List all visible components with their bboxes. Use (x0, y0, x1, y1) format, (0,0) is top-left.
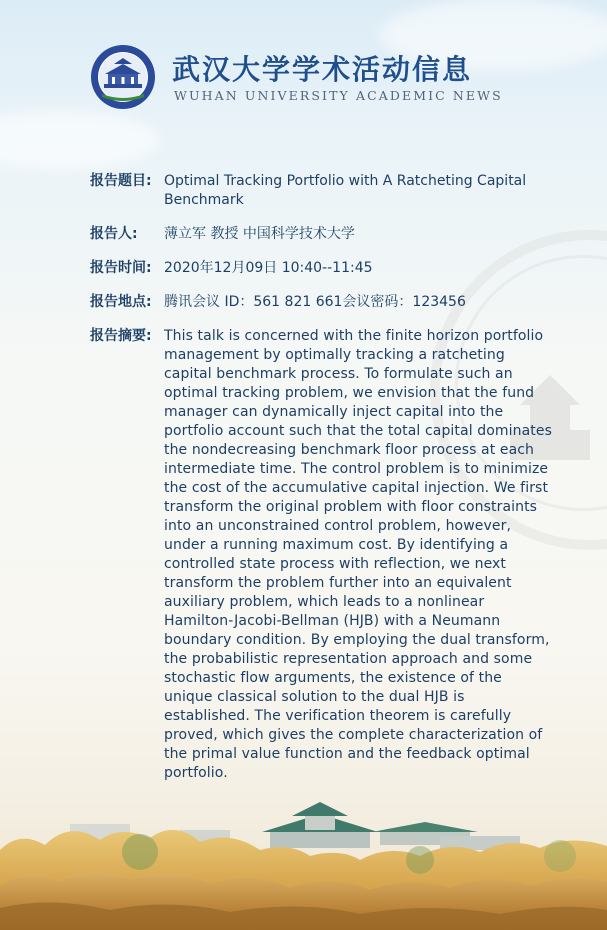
page-title: 武汉大学学术活动信息 (172, 53, 473, 86)
abstract-value: This talk is concerned with the finite horizon portfolio management by optimally tracking a ratcheting capital benchmark process. To formulate such an optimal tracking problem, we envision that the fund manager can dynamically inject capital into the portfolio account such that the total capital dominates the nondecreasing benchmark floor process at each intermediate time. The control problem is to minimize the cost of the accumulative capital injection. We first transform the original problem with floor constraints into an unconstrained control problem, however, under a running maximum cost. By identifying a controlled state process with reflection, we next transform the problem further into an equivalent auxiliary problem, which leads to a nonlinear Hamilton-Jacobi-Bellman (HJB) with a Neumann boundary condition. By employing the dual transform, the probabilistic representation approach and some stochastic flow arguments, the existence of the unique classical solution to the dual HJB is established. The verification theorem is carefully proved, which gives the complete characterization of the primal value function and the feedback optimal portfolio. (164, 328, 552, 781)
place-value: 腾讯会议 ID：561 821 661会议密码：123456 (164, 294, 466, 310)
page-subtitle: WUHAN UNIVERSITY ACADEMIC NEWS (174, 88, 503, 103)
place-label: 报告地点: (90, 294, 152, 310)
report-title-row (90, 172, 554, 210)
time-label: 报告时间: (90, 260, 152, 276)
report-details (90, 172, 554, 798)
university-logo-icon (90, 44, 156, 110)
speaker-row (90, 225, 554, 244)
speaker-value: 薄立军 教授 中国科学技术大学 (164, 226, 355, 242)
report-title-value: Optimal Tracking Portfolio with A Ratcheting Capital Benchmark (164, 173, 527, 208)
time-value: 2020年12月09日 10:40--11:45 (164, 260, 373, 276)
speaker-label: 报告人: (90, 226, 138, 242)
abstract-row (90, 327, 554, 783)
time-row (90, 259, 554, 278)
campus-landscape-illustration (0, 790, 607, 930)
abstract-label: 报告摘要: (90, 328, 152, 344)
page-header (90, 44, 510, 110)
cloud-decoration (0, 110, 160, 170)
report-title-label: 报告题目: (90, 173, 152, 189)
place-row (90, 293, 554, 312)
